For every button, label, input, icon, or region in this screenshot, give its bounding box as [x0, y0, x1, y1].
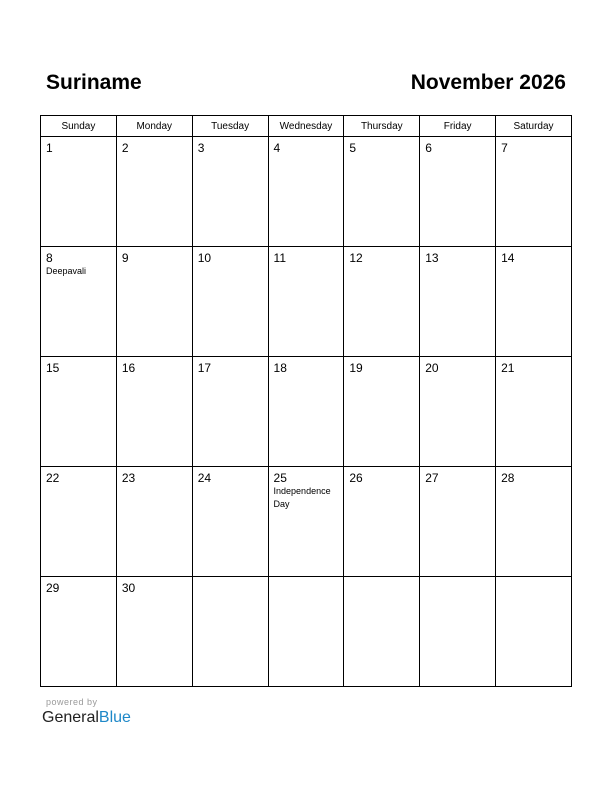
day-cell	[41, 577, 117, 687]
day-cell	[41, 247, 117, 357]
day-number	[193, 577, 268, 581]
week-row	[41, 577, 572, 687]
day-cell	[420, 137, 496, 247]
day-number: 18	[273, 361, 287, 375]
day-number: 8	[46, 251, 53, 265]
day-number	[420, 577, 495, 581]
day-cell	[192, 137, 268, 247]
weekday-sunday: Sunday	[41, 116, 117, 137]
day-number: 25	[273, 471, 287, 485]
day-number: 1	[46, 141, 53, 155]
day-number: 9	[121, 251, 129, 265]
day-number: 20	[425, 361, 439, 375]
day-number: 14	[501, 251, 515, 265]
day-cell	[496, 247, 572, 357]
day-cell	[344, 577, 420, 687]
day-cell	[344, 137, 420, 247]
day-cell	[344, 357, 420, 467]
day-number: 11	[273, 251, 286, 265]
generalblue-logo[interactable]	[42, 709, 131, 727]
day-number: 28	[501, 471, 515, 485]
day-cell	[268, 357, 344, 467]
day-number: 12	[349, 251, 363, 265]
day-number: 15	[46, 361, 60, 375]
calendar-grid	[40, 115, 572, 687]
brand-general-text: General	[42, 709, 99, 726]
day-cell	[420, 467, 496, 577]
day-number: 4	[273, 141, 281, 155]
brand-blue-text: Blue	[98, 709, 131, 726]
holiday-label: Deepavali	[46, 266, 87, 276]
day-number: 29	[46, 581, 60, 595]
day-cell	[192, 467, 268, 577]
day-number: 10	[197, 251, 212, 265]
weekday-friday: Friday	[420, 116, 496, 137]
day-cell	[116, 467, 192, 577]
day-number	[496, 577, 571, 581]
day-cell	[116, 247, 192, 357]
day-number: 24	[197, 471, 212, 485]
day-cell	[268, 137, 344, 247]
day-number: 21	[501, 361, 515, 375]
country-title: Suriname	[46, 71, 142, 94]
week-row	[41, 247, 572, 357]
day-number: 27	[425, 471, 439, 485]
day-number: 16	[121, 361, 136, 375]
day-number: 30	[121, 581, 136, 595]
weekday-tuesday: Tuesday	[192, 116, 268, 137]
powered-by-text: powered by	[46, 697, 98, 707]
day-number: 3	[197, 141, 205, 155]
week-row	[41, 357, 572, 467]
day-cell	[268, 577, 344, 687]
day-cell	[420, 247, 496, 357]
day-cell	[496, 357, 572, 467]
weekday-thursday: Thursday	[344, 116, 420, 137]
day-cell	[344, 247, 420, 357]
day-cell	[116, 357, 192, 467]
week-row	[41, 467, 572, 577]
day-cell	[41, 357, 117, 467]
day-cell	[192, 247, 268, 357]
day-number	[344, 577, 419, 581]
day-number: 7	[501, 141, 508, 155]
day-cell	[192, 357, 268, 467]
day-number: 13	[425, 251, 439, 265]
day-cell	[496, 577, 572, 687]
weekday-saturday: Saturday	[496, 116, 572, 137]
day-cell	[116, 577, 192, 687]
day-cell	[496, 467, 572, 577]
holiday-label: Independence Day	[273, 486, 331, 509]
day-number: 23	[121, 471, 136, 485]
day-cell	[116, 137, 192, 247]
day-number: 17	[197, 361, 212, 375]
day-cell	[344, 467, 420, 577]
day-cell	[268, 247, 344, 357]
month-year-title: November 2026	[410, 71, 566, 94]
weekday-header-row	[41, 116, 572, 137]
day-cell	[192, 577, 268, 687]
day-cell	[41, 137, 117, 247]
day-cell	[496, 137, 572, 247]
day-cell	[420, 357, 496, 467]
day-number: 26	[349, 471, 363, 485]
day-number: 22	[46, 471, 60, 485]
day-cell	[268, 467, 344, 577]
day-number	[269, 577, 344, 581]
day-number: 5	[349, 141, 357, 155]
day-cell	[41, 467, 117, 577]
week-row	[41, 137, 572, 247]
weekday-monday: Monday	[116, 116, 192, 137]
day-number: 6	[425, 141, 432, 155]
weekday-wednesday: Wednesday	[268, 116, 344, 137]
day-number: 2	[121, 141, 129, 155]
day-cell	[420, 577, 496, 687]
day-number: 19	[349, 361, 363, 375]
